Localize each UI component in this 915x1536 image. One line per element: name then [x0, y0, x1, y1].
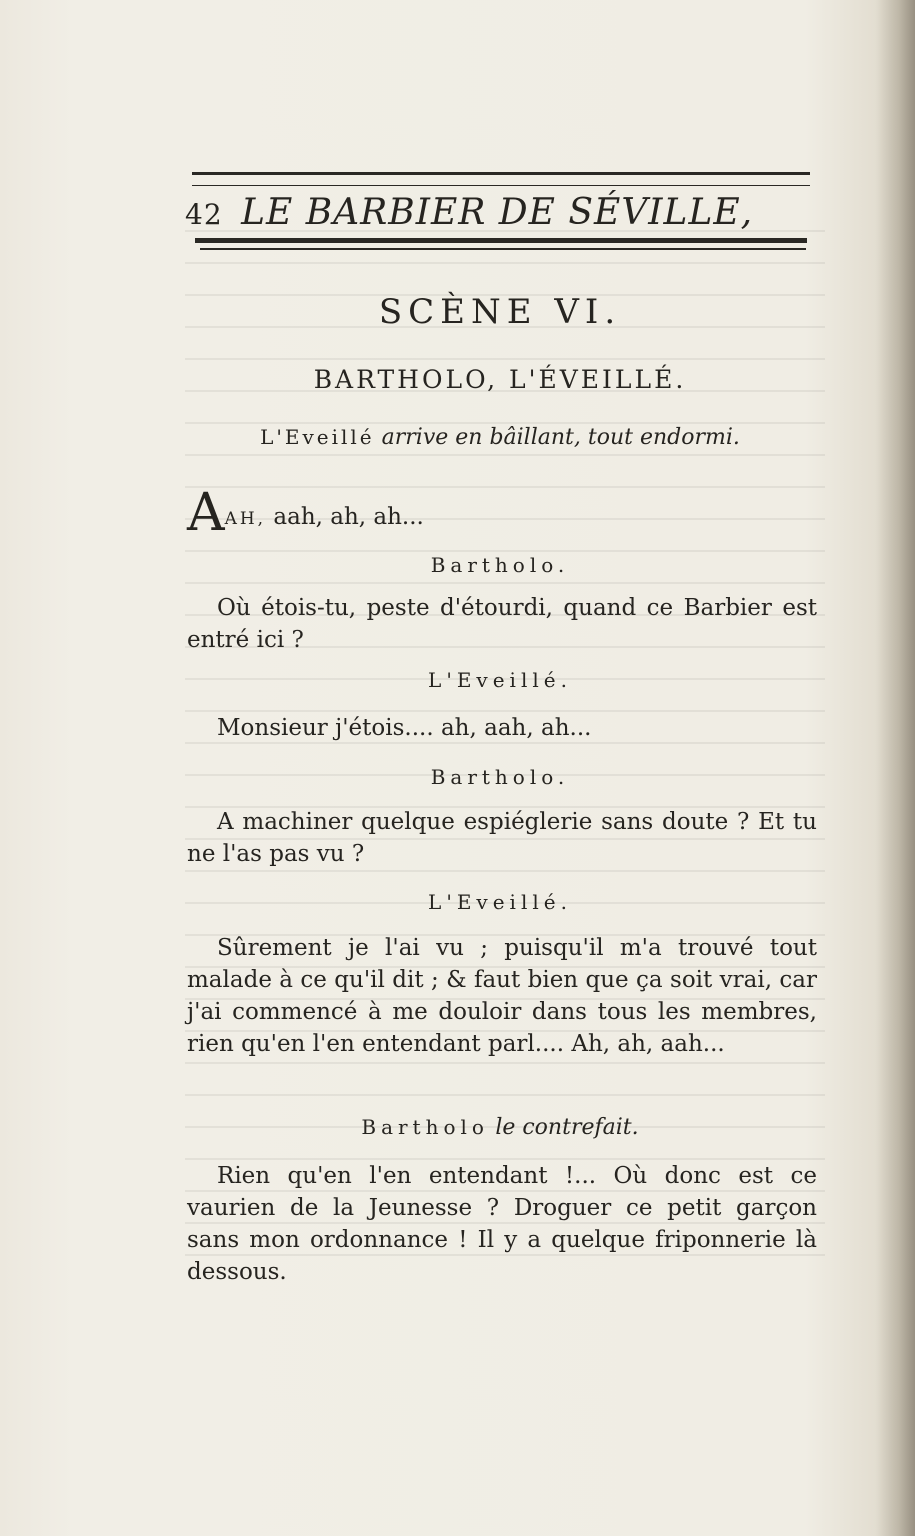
speaker-name: Bartholo [361, 1115, 489, 1139]
speaker-direction-6 [185, 1115, 815, 1140]
speech-paragraph: A machiner quelque espiéglerie sans doute ? Et tu ne l'as pas vu ? [187, 809, 817, 867]
opening-line [187, 483, 424, 543]
scene-title: SCÈNE VI. [378, 292, 622, 332]
header-rule-bottom [195, 238, 807, 243]
running-head [185, 188, 815, 238]
header-rule-top-thin [192, 185, 810, 186]
header-rule-bottom-thin [200, 248, 806, 250]
stage-text: arrive en bâillant, tout endormi. [381, 425, 740, 450]
speech-paragraph: Rien qu'en l'en entendant !... Où donc est ce vaurien de la Jeunesse ? Droguer ce petit garçon sans mon ordonnance ! Il y a quelque friponnerie là dessous. [187, 1163, 817, 1285]
speaker-bartholo: Bartholo. [430, 765, 570, 789]
speaker-leveille: L'Eveillé. [428, 668, 572, 692]
speaker-name: L'Eveillé [260, 425, 375, 449]
opening-line-rest: aah, ah, ah... [273, 504, 424, 530]
header-rule-top [192, 172, 810, 175]
stage-direction-1 [185, 425, 815, 450]
scene-characters: BARTHOLO, L'ÉVEILLÉ. [313, 365, 687, 394]
speech-paragraph: Où étois-tu, peste d'étourdi, quand ce Barbier est entré ici ? [187, 595, 817, 653]
page-number: 42 [185, 198, 223, 231]
speaker-leveille: L'Eveillé. [428, 890, 572, 914]
stage-text: le contrefait. [495, 1115, 639, 1140]
speech-paragraph: Sûrement je l'ai vu ; puisqu'il m'a trouvé tout malade à ce qu'il dit ; & faut bien que ça soit vrai, car j'ai commencé à me douloir dans tous les membres, rien qu'en l'en entendant parl.... Ah, ah, aah... [187, 935, 817, 1057]
page-gutter-shadow [875, 0, 915, 1536]
running-title: LE BARBIER DE SÉVILLE, [241, 192, 754, 233]
drop-cap: A [187, 483, 225, 543]
small-caps-word: AH, [224, 509, 267, 529]
speaker-bartholo: Bartholo. [430, 553, 570, 577]
speech-paragraph: Monsieur j'étois.... ah, aah, ah... [217, 715, 592, 741]
